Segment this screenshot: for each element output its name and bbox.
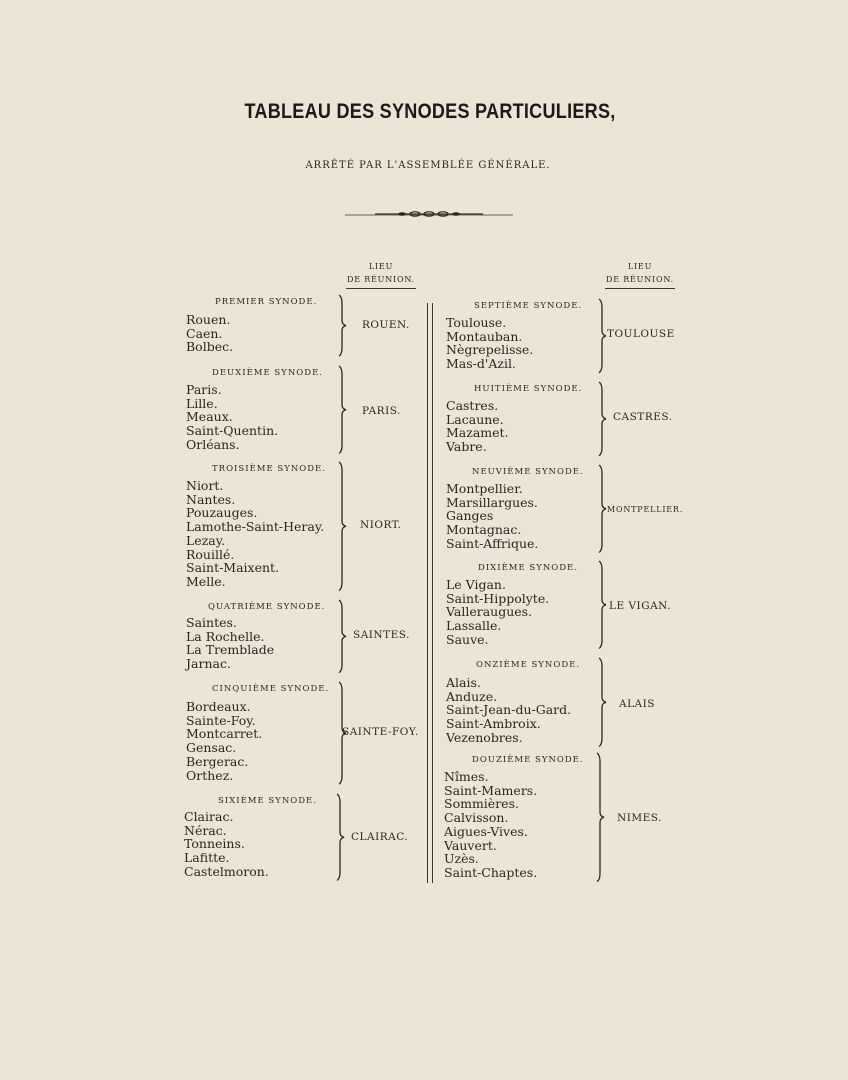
ornament-divider: [345, 209, 513, 221]
town-list: [186, 616, 274, 671]
meeting-place: NIORT.: [360, 519, 402, 531]
town-name: Valleraugues.: [446, 604, 533, 620]
meeting-place: CASTRES.: [613, 411, 673, 423]
synode-heading: NEUVIÈME SYNODE.: [472, 467, 584, 477]
town-name: Montagnac.: [446, 522, 522, 538]
brace: [598, 658, 608, 747]
town-name: Saint-Quentin.: [186, 423, 279, 439]
town-name: Ganges: [446, 508, 494, 524]
town-name: Saint-Chaptes.: [444, 864, 538, 880]
town-name: Calvisson.: [444, 810, 509, 826]
meeting-place: SAINTE-FOY.: [342, 726, 419, 738]
town-list: [184, 810, 269, 879]
town-name: Meaux.: [186, 409, 233, 425]
town-name: Lassalle.: [446, 618, 502, 634]
town-name: Gensac.: [186, 740, 237, 756]
brace: [338, 366, 348, 454]
town-name: Melle.: [186, 573, 226, 589]
town-name: Bergerac.: [186, 753, 249, 769]
town-list: [446, 482, 538, 551]
town-name: Alais.: [446, 675, 481, 690]
town-name: Uzès.: [444, 851, 479, 867]
meeting-place: NIMES.: [617, 812, 662, 824]
town-name: Saint-Ambroix.: [446, 716, 541, 732]
brace: [598, 382, 608, 456]
town-name: Marsillargues.: [446, 494, 538, 510]
town-name: Saint-Mamers.: [444, 782, 538, 798]
town-name: Vauvert.: [444, 837, 497, 853]
town-list: [186, 700, 262, 782]
brace: [596, 753, 606, 882]
town-list: [444, 770, 537, 880]
town-name: Montpellier.: [446, 481, 523, 496]
town-list: [186, 383, 278, 452]
town-name: Nîmes.: [444, 769, 489, 784]
town-name: Mazamet.: [446, 425, 509, 441]
meeting-place: ROUEN.: [362, 319, 410, 331]
town-name: Nantes.: [186, 491, 236, 507]
column-divider: [427, 303, 433, 883]
town-name: Montauban.: [446, 328, 523, 344]
meeting-place: TOULOUSE: [607, 328, 675, 340]
brace: [336, 794, 346, 881]
synode-heading: DIXIÈME SYNODE.: [478, 563, 578, 573]
town-name: Castelmoron.: [184, 863, 269, 879]
town-name: Saint-Jean-du-Gard.: [446, 702, 572, 718]
lieu-header-left: LIEU DE RÉUNION.: [336, 260, 426, 289]
town-name: Niort.: [186, 478, 224, 493]
town-name: Lezay.: [186, 532, 226, 548]
synode-heading: QUATRIÈME SYNODE.: [208, 602, 326, 612]
synode-heading: CINQUIÈME SYNODE.: [212, 684, 330, 694]
synode-heading: ONZIÈME SYNODE.: [476, 660, 581, 670]
meeting-place: ALAIS: [619, 698, 655, 710]
town-list: [446, 399, 509, 454]
town-name: Nérac.: [184, 822, 227, 838]
synode-heading: DEUXIÈME SYNODE.: [212, 368, 323, 378]
town-name: Orthez.: [186, 767, 234, 783]
synode-heading: SEPTIÈME SYNODE.: [474, 301, 583, 311]
town-name: Paris.: [186, 382, 222, 397]
town-name: Lafitte.: [184, 850, 230, 866]
town-name: Anduze.: [446, 688, 498, 704]
town-name: Rouillé.: [186, 546, 235, 562]
town-list: [446, 316, 533, 371]
town-name: Sommières.: [444, 796, 519, 812]
synode-heading: SIXIÈME SYNODE.: [218, 796, 317, 806]
town-name: Bolbec.: [186, 339, 234, 355]
town-name: Sauve.: [446, 631, 489, 647]
town-name: Saint-Hippolyte.: [446, 590, 550, 606]
town-name: Montcarret.: [186, 726, 263, 742]
town-name: Jarnac.: [186, 656, 231, 672]
town-name: Nègrepelisse.: [446, 342, 534, 358]
town-name: Sainte-Foy.: [186, 712, 256, 728]
town-name: La Rochelle.: [186, 628, 265, 644]
town-name: Lacaune.: [446, 411, 504, 427]
page-subtitle: ARRÊTÉ PAR L'ASSEMBLÉE GÉNÉRALE.: [305, 160, 551, 171]
town-name: La Tremblade: [186, 642, 275, 658]
page-title: TABLEAU DES SYNODES PARTICULIERS,: [244, 100, 616, 123]
town-name: Vezenobres.: [446, 729, 523, 745]
meeting-place: CLAIRAC.: [351, 831, 409, 843]
meeting-place: SAINTES.: [353, 629, 410, 641]
meeting-place: MONTPELLIER.: [607, 505, 684, 514]
town-name: Lamothe-Saint-Heray.: [186, 519, 325, 535]
brace: [338, 600, 348, 673]
meeting-place: LE VIGAN.: [609, 600, 672, 612]
synode-heading: DOUZIÈME SYNODE.: [472, 755, 584, 765]
synode-heading: TROISIÈME SYNODE.: [212, 464, 326, 474]
town-list: [186, 479, 324, 589]
town-name: Rouen.: [186, 312, 231, 327]
brace: [598, 561, 608, 649]
town-name: Vabre.: [446, 439, 487, 455]
town-name: Saint-Affrique.: [446, 535, 539, 551]
town-name: Tonneins.: [184, 836, 245, 852]
town-name: Saint-Maixent.: [186, 560, 280, 576]
town-name: Lille.: [186, 395, 218, 411]
brace: [338, 462, 348, 591]
town-name: Bordeaux.: [186, 699, 251, 714]
town-list: [446, 676, 571, 745]
town-name: Orléans.: [186, 436, 240, 452]
town-name: Clairac.: [184, 809, 234, 824]
meeting-place: PARIS.: [362, 405, 401, 417]
town-name: Le Vigan.: [446, 577, 506, 592]
town-name: Castres.: [446, 398, 499, 413]
town-name: Aigues-Vives.: [444, 823, 528, 839]
town-name: Caen.: [186, 325, 223, 341]
town-name: Pouzauges.: [186, 505, 258, 521]
town-name: Toulouse.: [446, 315, 507, 330]
lieu-header-right: LIEU DE RÉUNION.: [595, 260, 685, 289]
synode-heading: PREMIER SYNODE.: [215, 297, 318, 307]
town-list: [186, 313, 233, 354]
town-name: Saintes.: [186, 615, 237, 630]
synode-heading: HUITIÈME SYNODE.: [474, 384, 583, 394]
town-list: [446, 578, 549, 647]
town-name: Mas-d'Azil.: [446, 356, 516, 372]
brace: [338, 295, 348, 356]
